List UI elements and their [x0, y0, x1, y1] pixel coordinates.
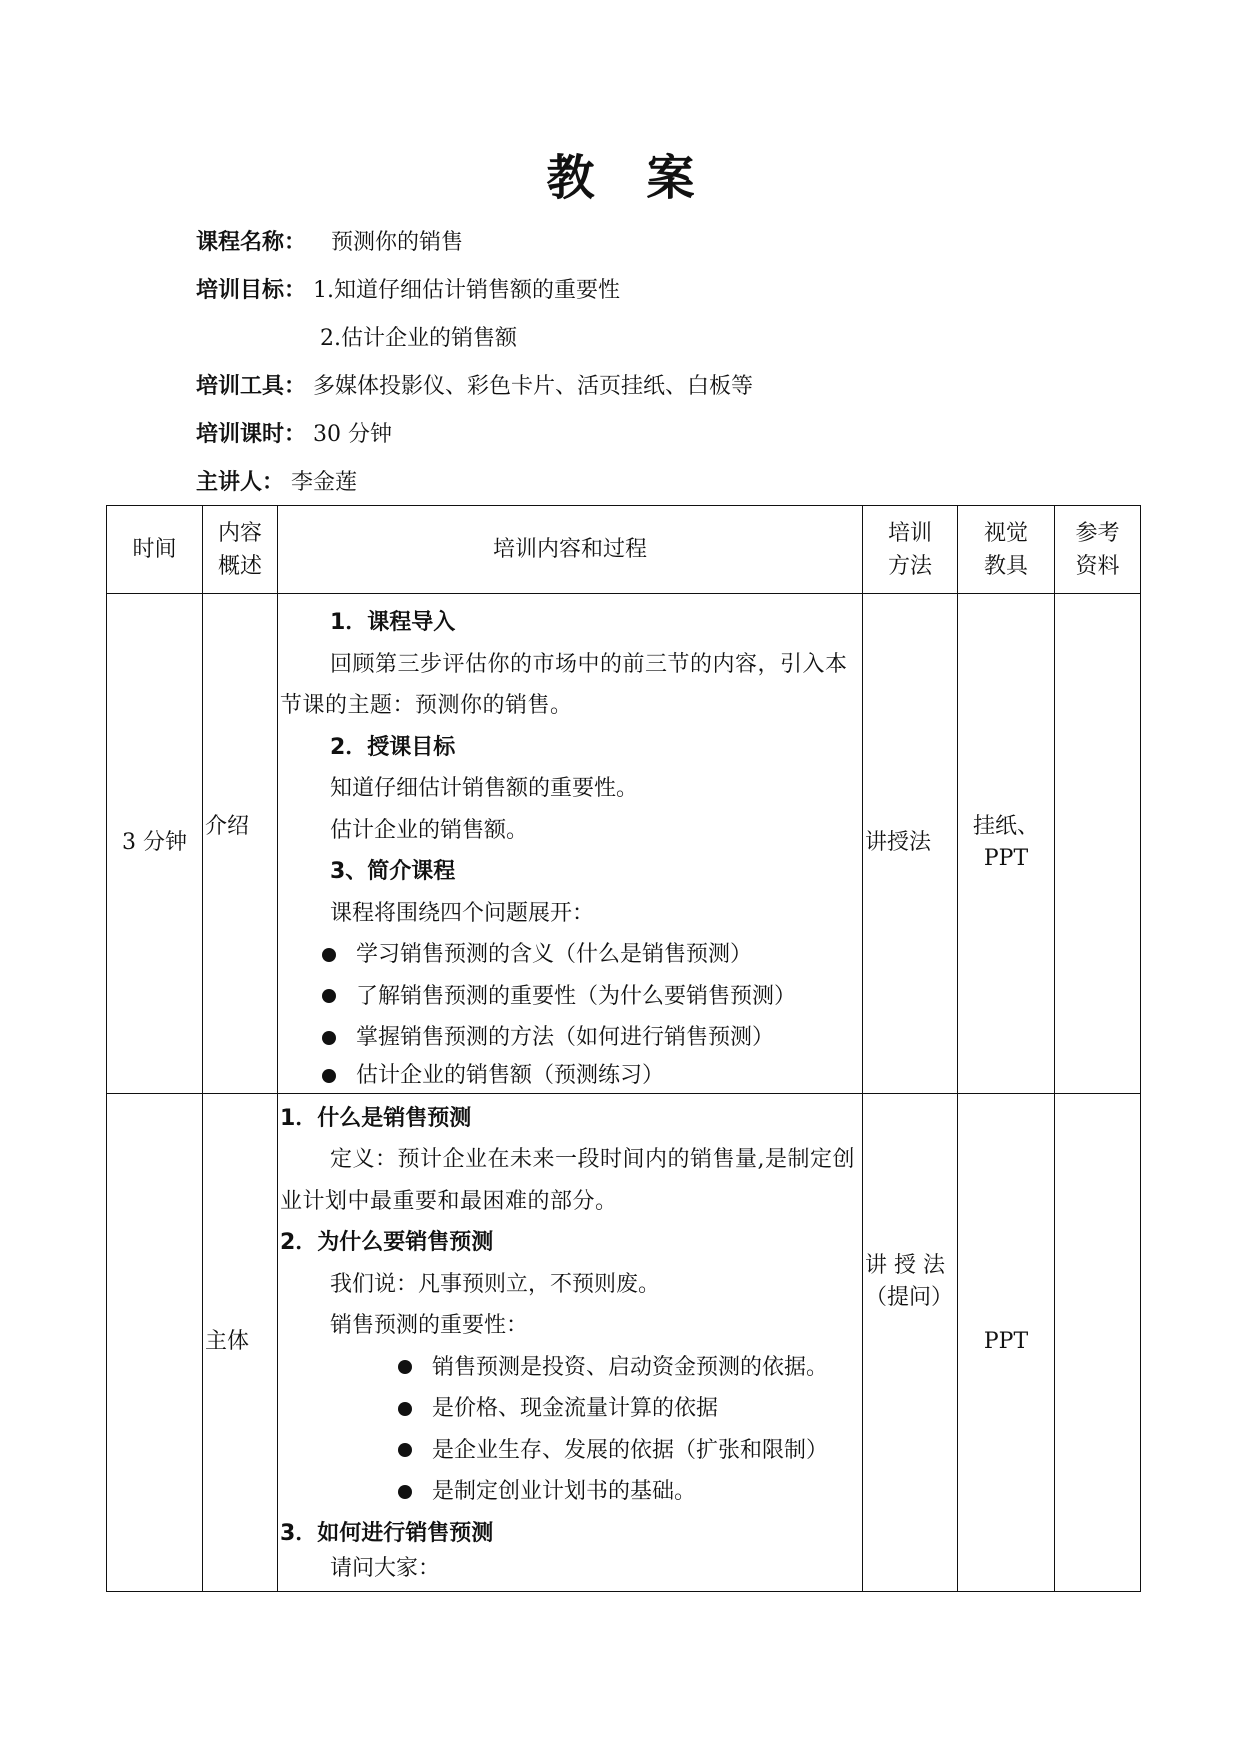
header-overview: 内容 概述: [203, 506, 278, 594]
row1-text-line: 知道仔细估计销售额的重要性。: [330, 776, 639, 801]
row1-text-line: 估计企业的销售额。: [330, 817, 529, 843]
bullet-dot-icon: [398, 1402, 412, 1416]
row2-paragraph: 定义：预计企业在未来一段时间内的销售量,是制定创业计划中最重要和最困难的部分。: [280, 1147, 855, 1214]
row2-method: 讲 授 法 （提问）: [863, 1093, 958, 1591]
bullet-dot-icon: [322, 948, 336, 962]
hours-label: 培训课时：: [196, 422, 307, 447]
meta-tools: [196, 370, 753, 404]
list-item: 掌握销售预测的方法（如何进行销售预测）: [280, 1017, 860, 1059]
row1-tools: 挂纸、 PPT: [958, 594, 1055, 1094]
meta-course: [196, 226, 463, 260]
header-tools: 视觉 教具: [958, 506, 1055, 594]
row2-reference: [1055, 1093, 1141, 1591]
goal-label: 培训目标：: [196, 278, 307, 303]
speaker-value: 李金莲: [291, 470, 358, 495]
header-content: 培训内容和过程: [278, 506, 863, 594]
row2-section-heading: 1．什么是销售预测: [280, 1105, 472, 1131]
meta-speaker: [196, 466, 357, 500]
row1-content: [278, 594, 863, 1094]
row1-paragraph: 回顾第三步评估你的市场中的前三节的内容，引入本节课的主题：预测你的销售。: [280, 651, 848, 718]
row2-tools: PPT: [958, 1093, 1055, 1591]
row2-overview: 主体: [203, 1093, 278, 1591]
row2-text-line: 我们说：凡事预则立，不预则废。: [330, 1271, 661, 1297]
row1-section-heading: 2．授课目标: [330, 734, 456, 760]
lesson-plan-table: [106, 505, 1141, 1592]
row1-reference: [1055, 594, 1141, 1094]
row1-section-heading: 1．课程导入: [330, 610, 456, 635]
title-char-1: 教: [546, 150, 595, 206]
row2-section-heading: 2．为什么要销售预测: [280, 1230, 494, 1255]
goal-item-1: 1.知道仔细估计销售额的重要性: [313, 278, 621, 303]
table-row: [107, 594, 1141, 1094]
list-item: 是企业生存、发展的依据（扩张和限制）: [280, 1430, 860, 1472]
list-item: 是制定创业计划书的基础。: [280, 1471, 860, 1513]
list-item: 了解销售预测的重要性（为什么要销售预测）: [280, 976, 860, 1018]
row1-text-line: 课程将围绕四个问题展开：: [330, 900, 595, 926]
header-method: 培训 方法: [863, 506, 958, 594]
row1-overview: 介绍: [203, 594, 278, 1094]
bullet-dot-icon: [398, 1443, 412, 1457]
row2-content: [278, 1093, 863, 1591]
row2-text-line: 销售预测的重要性：: [330, 1313, 529, 1338]
header-time: 时间: [107, 506, 203, 594]
list-item: 是价格、现金流量计算的依据: [280, 1388, 860, 1430]
bullet-dot-icon: [322, 1069, 336, 1083]
hours-value: 30 分钟: [313, 422, 393, 447]
title-char-2: 案: [646, 150, 695, 206]
course-value: 预测你的销售: [331, 230, 464, 255]
row1-time: 3 分钟: [107, 594, 203, 1094]
row1-method: 讲授法: [863, 594, 958, 1094]
course-label: 课程名称：: [196, 230, 307, 255]
table-row: [107, 1093, 1141, 1591]
header-reference: 参考 资料: [1055, 506, 1141, 594]
table-header-row: [107, 506, 1141, 594]
goal-item-2: 2.估计企业的销售额: [320, 326, 517, 351]
row2-text-line: 请问大家：: [330, 1556, 441, 1581]
list-item: 销售预测是投资、启动资金预测的依据。: [280, 1347, 860, 1389]
meta-goal-2: [320, 322, 517, 356]
meta-goal: [196, 274, 620, 308]
list-item: 学习销售预测的含义（什么是销售预测）: [280, 934, 860, 976]
bullet-dot-icon: [322, 989, 336, 1003]
document-title: [0, 148, 1241, 208]
meta-hours: [196, 418, 392, 452]
row1-section-heading: 3、简介课程: [330, 859, 456, 884]
bullet-dot-icon: [398, 1360, 412, 1374]
row2-time: [107, 1093, 203, 1591]
tools-value: 多媒体投影仪、彩色卡片、活页挂纸、白板等: [313, 374, 754, 399]
bullet-dot-icon: [322, 1031, 336, 1045]
bullet-dot-icon: [398, 1485, 412, 1499]
row2-section-heading: 3．如何进行销售预测: [280, 1520, 494, 1546]
tools-label: 培训工具：: [196, 374, 307, 399]
speaker-label: 主讲人：: [196, 470, 285, 495]
list-item: 估计企业的销售额（预测练习）: [280, 1059, 860, 1093]
